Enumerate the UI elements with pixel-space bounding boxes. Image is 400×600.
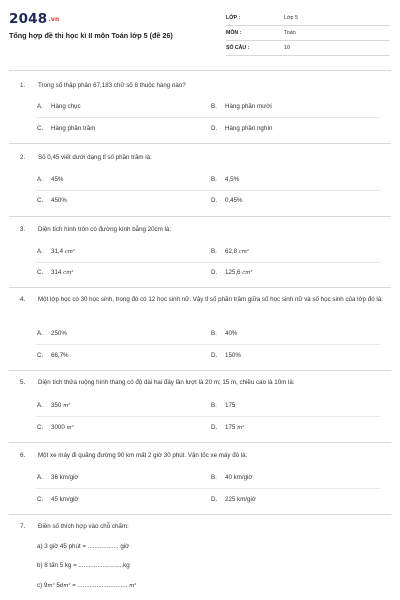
option-letter: C. — [37, 125, 44, 132]
question-number: 2. — [20, 154, 26, 161]
fill-unit: dm² — [59, 583, 71, 589]
meta-value: 10 — [284, 45, 290, 51]
question-number: 3. — [20, 226, 26, 233]
fill-blank-a[interactable] — [37, 543, 129, 550]
option-text: 66,7% — [51, 352, 69, 359]
question-text: Điền số thích hợp vào chỗ chấm: — [38, 523, 129, 530]
option-c[interactable] — [37, 496, 78, 503]
fill-prefix: a) 3 giờ 45 phút = — [37, 543, 88, 550]
question-text: Trong số thập phân 67,183 chữ số 8 thuộc hàng nào? — [38, 82, 186, 89]
option-d[interactable] — [211, 197, 243, 204]
option-divider — [36, 117, 380, 118]
fill-prefix: c) 9 — [37, 582, 48, 589]
option-letter: D. — [211, 197, 218, 204]
option-unit: cm² — [238, 249, 250, 255]
option-unit: m² — [66, 425, 74, 431]
meta-key: MÔN : — [226, 30, 242, 36]
option-text: 45 km/giờ — [51, 496, 79, 503]
option-text: 0,45% — [225, 197, 243, 204]
option-text: 36 km/giờ — [51, 474, 79, 481]
option-b[interactable] — [211, 248, 249, 255]
option-d[interactable] — [211, 269, 253, 276]
meta-key: SỐ CÂU : — [226, 45, 250, 51]
option-b[interactable] — [211, 474, 252, 481]
option-b[interactable] — [211, 330, 237, 337]
question-number: 4. — [20, 296, 26, 303]
option-a[interactable] — [37, 402, 70, 409]
option-letter: A. — [37, 402, 43, 409]
meta-row-question-count — [226, 42, 390, 56]
option-d[interactable] — [211, 352, 241, 359]
option-divider — [36, 262, 380, 263]
fill-dots: .................. — [87, 543, 119, 550]
fill-prefix: b) 8 tấn 5 kg = — [37, 562, 79, 569]
meta-value: Toán — [284, 30, 296, 36]
question-divider — [9, 514, 391, 515]
option-unit: cm² — [242, 270, 253, 276]
option-unit: cm² — [63, 270, 74, 276]
question-text: Một xe máy đi quãng đường 90 km mất 2 giờ 30 phút. Vận tốc xe máy đó là: — [38, 452, 248, 459]
option-letter: B. — [211, 330, 217, 337]
fill-blank-c[interactable] — [37, 582, 136, 589]
option-letter: B. — [211, 248, 217, 255]
option-text: 225 km/giờ — [225, 496, 256, 503]
question-text: Diện tích thửa ruộng hình thang có độ dài hai đáy lần lượt là 20 m; 15 m, chiều cao là 10m là: — [38, 379, 295, 386]
option-text: 175 — [225, 402, 236, 409]
meta-key: LỚP : — [226, 15, 241, 21]
option-unit: m² — [237, 425, 245, 431]
option-d[interactable] — [211, 496, 256, 503]
fill-dots: .......................... — [78, 562, 124, 569]
option-text: 31,4 — [51, 248, 64, 255]
question-number: 6. — [20, 452, 26, 459]
meta-row-subject — [226, 27, 390, 41]
option-letter: D. — [211, 424, 218, 431]
question-divider — [9, 287, 391, 288]
option-letter: D. — [211, 125, 218, 132]
option-text: 45% — [51, 176, 64, 183]
option-text: 62,8 — [225, 248, 238, 255]
option-a[interactable] — [37, 474, 78, 481]
header-divider — [9, 70, 391, 71]
meta-value: Lớp 5 — [284, 15, 299, 21]
option-letter: C. — [37, 269, 44, 276]
option-letter: C. — [37, 424, 44, 431]
meta-row-class — [226, 12, 390, 26]
option-a[interactable] — [37, 103, 81, 110]
option-text: 40% — [225, 330, 238, 337]
fill-suffix: kg — [123, 562, 130, 569]
option-text: 250% — [51, 330, 67, 337]
question-number: 7. — [20, 523, 26, 530]
option-letter: C. — [37, 197, 44, 204]
fill-blank-b[interactable] — [37, 562, 130, 569]
option-text: 4,5% — [225, 176, 240, 183]
option-b[interactable] — [211, 103, 272, 110]
question-number: 5. — [20, 379, 26, 386]
option-letter: D. — [211, 352, 218, 359]
option-text: 314 — [51, 269, 62, 276]
option-c[interactable] — [37, 197, 67, 204]
option-unit: m² — [63, 403, 71, 409]
option-letter: B. — [211, 402, 217, 409]
question-text: Số 0,45 viết dưới dạng tỉ số phần trăm là: — [38, 154, 152, 161]
fill-unit: m² — [47, 583, 55, 589]
question-divider — [9, 442, 391, 443]
option-text: Hàng phần trăm — [51, 125, 96, 132]
option-c[interactable] — [37, 269, 73, 276]
option-d[interactable] — [211, 125, 272, 132]
fill-dots: ............................. — [77, 582, 128, 589]
question-text: Diện tích hình tròn có đường kính bằng 20cm là: — [38, 226, 172, 233]
question-divider — [9, 143, 391, 144]
fill-eq: = — [70, 582, 78, 589]
option-divider — [36, 488, 380, 489]
fill-suffix: giờ — [118, 543, 130, 550]
option-letter: A. — [37, 474, 43, 481]
option-text: 3000 — [51, 424, 65, 431]
option-unit: cm² — [64, 249, 76, 255]
option-text: 40 km/giờ — [225, 474, 253, 481]
option-text: 150% — [225, 352, 241, 359]
question-divider — [9, 370, 391, 371]
logo-domain-suffix: .vn — [48, 16, 60, 23]
fill-unit: m² — [129, 583, 137, 589]
option-c[interactable] — [37, 352, 69, 359]
option-letter: B. — [211, 474, 217, 481]
option-a[interactable] — [37, 176, 63, 183]
option-divider — [36, 344, 380, 345]
option-a[interactable] — [37, 248, 75, 255]
option-text: Hàng phần mười — [225, 103, 272, 110]
option-divider — [36, 416, 380, 417]
document-title: Tổng hợp đề thi học kì II môn Toán lớp 5 (đề 26) — [9, 31, 173, 40]
option-c[interactable] — [37, 125, 95, 132]
question-number: 1. — [20, 82, 26, 89]
option-a[interactable] — [37, 330, 67, 337]
option-b[interactable] — [211, 402, 235, 409]
option-text: 175 — [225, 424, 236, 431]
option-letter: B. — [211, 176, 217, 183]
option-text: 350 — [51, 402, 62, 409]
site-logo[interactable]: 2048.vn — [9, 11, 60, 27]
option-letter: A. — [37, 103, 43, 110]
option-b[interactable] — [211, 176, 239, 183]
option-d[interactable] — [211, 424, 244, 431]
option-text: 450% — [51, 197, 67, 204]
option-c[interactable] — [37, 424, 74, 431]
option-letter: D. — [211, 496, 218, 503]
question-divider — [9, 216, 391, 217]
question-text: Một lớp học có 30 học sinh, trong đó có 12 học sinh nữ. Vậy tỉ số phần trăm giữa số học sinh nữ và số học sinh của lớp đó là: — [38, 296, 383, 303]
fill-mid: 5 — [54, 582, 60, 589]
option-letter: C. — [37, 352, 44, 359]
option-text: 125,6 — [225, 269, 241, 276]
option-letter: D. — [211, 269, 218, 276]
option-letter: A. — [37, 176, 43, 183]
document-header — [0, 0, 400, 66]
option-letter: A. — [37, 248, 43, 255]
option-letter: B. — [211, 103, 217, 110]
option-letter: C. — [37, 496, 44, 503]
option-text: Hàng phần nghìn — [225, 125, 273, 132]
option-text: Hàng chục — [51, 103, 81, 110]
option-divider — [36, 190, 380, 191]
option-letter: A. — [37, 330, 43, 337]
